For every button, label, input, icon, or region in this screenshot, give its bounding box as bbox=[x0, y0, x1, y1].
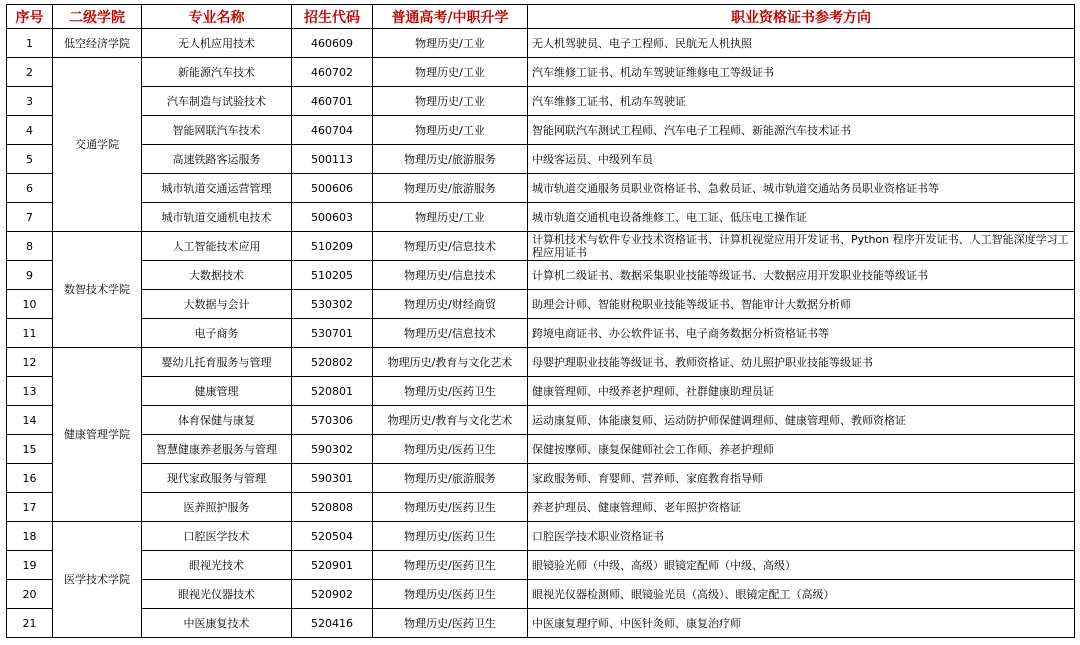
enrollment-code: 590302 bbox=[292, 435, 373, 464]
row-number: 4 bbox=[7, 116, 53, 145]
major-name: 大数据与会计 bbox=[142, 290, 292, 319]
certificate-direction: 汽车维修工证书、机动车驾驶证维修电工等级证书 bbox=[528, 58, 1075, 87]
certificate-direction: 眼镜验光师（中级、高级）眼镜定配师（中级、高级） bbox=[528, 551, 1075, 580]
row-number: 6 bbox=[7, 174, 53, 203]
admission-track: 物理历史/工业 bbox=[373, 203, 528, 232]
major-name: 无人机应用技术 bbox=[142, 29, 292, 58]
major-name: 口腔医学技术 bbox=[142, 522, 292, 551]
table-row bbox=[7, 58, 1075, 87]
major-name: 大数据技术 bbox=[142, 261, 292, 290]
row-number: 21 bbox=[7, 609, 53, 638]
table-row bbox=[7, 174, 1075, 203]
header-cert: 职业资格证书参考方向 bbox=[528, 5, 1075, 29]
major-name: 体育保健与康复 bbox=[142, 406, 292, 435]
major-name: 健康管理 bbox=[142, 377, 292, 406]
certificate-direction: 口腔医学技术职业资格证书 bbox=[528, 522, 1075, 551]
table-row bbox=[7, 232, 1075, 261]
admission-track: 物理历史/工业 bbox=[373, 87, 528, 116]
admission-track: 物理历史/医药卫生 bbox=[373, 580, 528, 609]
enrollment-code: 520902 bbox=[292, 580, 373, 609]
table-row bbox=[7, 464, 1075, 493]
table-row bbox=[7, 261, 1075, 290]
row-number: 15 bbox=[7, 435, 53, 464]
admission-track: 物理历史/医药卫生 bbox=[373, 377, 528, 406]
admission-track: 物理历史/工业 bbox=[373, 58, 528, 87]
header-no: 序号 bbox=[7, 5, 53, 29]
certificate-direction: 健康管理师、中级养老护理师、社群健康助理员证 bbox=[528, 377, 1075, 406]
admission-track: 物理历史/信息技术 bbox=[373, 261, 528, 290]
admission-track: 物理历史/信息技术 bbox=[373, 319, 528, 348]
certificate-direction: 家政服务师、育婴师、营养师、家庭教育指导师 bbox=[528, 464, 1075, 493]
enrollment-code: 530701 bbox=[292, 319, 373, 348]
certificate-direction: 跨境电商证书、办公软件证书、电子商务数据分析资格证书等 bbox=[528, 319, 1075, 348]
table-row bbox=[7, 551, 1075, 580]
major-name: 人工智能技术应用 bbox=[142, 232, 292, 261]
admission-track: 物理历史/旅游服务 bbox=[373, 174, 528, 203]
table-row bbox=[7, 203, 1075, 232]
admission-track: 物理历史/教育与文化艺术 bbox=[373, 348, 528, 377]
major-name: 高速铁路客运服务 bbox=[142, 145, 292, 174]
row-number: 19 bbox=[7, 551, 53, 580]
table-header-row bbox=[7, 5, 1075, 29]
admission-track: 物理历史/教育与文化艺术 bbox=[373, 406, 528, 435]
table-row bbox=[7, 116, 1075, 145]
row-number: 5 bbox=[7, 145, 53, 174]
table-row bbox=[7, 522, 1075, 551]
program-table bbox=[6, 4, 1075, 638]
certificate-direction: 保健按摩师、康复保健师社会工作师、养老护理师 bbox=[528, 435, 1075, 464]
major-name: 智能网联汽车技术 bbox=[142, 116, 292, 145]
table-row bbox=[7, 435, 1075, 464]
enrollment-code: 460702 bbox=[292, 58, 373, 87]
row-number: 12 bbox=[7, 348, 53, 377]
table-row bbox=[7, 348, 1075, 377]
college-name: 交通学院 bbox=[53, 58, 142, 232]
enrollment-code: 520416 bbox=[292, 609, 373, 638]
college-name: 医学技术学院 bbox=[53, 522, 142, 638]
certificate-direction: 计算机二级证书、数据采集职业技能等级证书、大数据应用开发职业技能等级证书 bbox=[528, 261, 1075, 290]
admission-track: 物理历史/医药卫生 bbox=[373, 609, 528, 638]
enrollment-code: 500606 bbox=[292, 174, 373, 203]
admission-track: 物理历史/医药卫生 bbox=[373, 522, 528, 551]
enrollment-code: 520504 bbox=[292, 522, 373, 551]
row-number: 1 bbox=[7, 29, 53, 58]
admission-track: 物理历史/工业 bbox=[373, 29, 528, 58]
table-row bbox=[7, 29, 1075, 58]
row-number: 20 bbox=[7, 580, 53, 609]
enrollment-code: 520901 bbox=[292, 551, 373, 580]
certificate-direction: 汽车维修工证书、机动车驾驶证 bbox=[528, 87, 1075, 116]
major-name: 婴幼儿托育服务与管理 bbox=[142, 348, 292, 377]
enrollment-code: 530302 bbox=[292, 290, 373, 319]
major-name: 电子商务 bbox=[142, 319, 292, 348]
certificate-direction: 计算机技术与软件专业技术资格证书、计算机视觉应用开发证书、Python 程序开发证书、人工智能深度学习工程应用证书 bbox=[528, 232, 1075, 261]
row-number: 2 bbox=[7, 58, 53, 87]
admission-track: 物理历史/旅游服务 bbox=[373, 145, 528, 174]
certificate-direction: 母婴护理职业技能等级证书、教师资格证、幼儿照护职业技能等级证书 bbox=[528, 348, 1075, 377]
row-number: 13 bbox=[7, 377, 53, 406]
enrollment-code: 500603 bbox=[292, 203, 373, 232]
admission-track: 物理历史/旅游服务 bbox=[373, 464, 528, 493]
table-row bbox=[7, 493, 1075, 522]
header-major: 专业名称 bbox=[142, 5, 292, 29]
row-number: 9 bbox=[7, 261, 53, 290]
admission-track: 物理历史/医药卫生 bbox=[373, 551, 528, 580]
enrollment-code: 510209 bbox=[292, 232, 373, 261]
college-name: 健康管理学院 bbox=[53, 348, 142, 522]
table-row bbox=[7, 377, 1075, 406]
college-name: 低空经济学院 bbox=[53, 29, 142, 58]
row-number: 7 bbox=[7, 203, 53, 232]
major-name: 眼视光技术 bbox=[142, 551, 292, 580]
certificate-direction: 运动康复师、体能康复师、运动防护师保健调理师、健康管理师、教师资格证 bbox=[528, 406, 1075, 435]
enrollment-code: 460609 bbox=[292, 29, 373, 58]
certificate-direction: 无人机驾驶员、电子工程师、民航无人机执照 bbox=[528, 29, 1075, 58]
major-name: 新能源汽车技术 bbox=[142, 58, 292, 87]
certificate-direction: 助理会计师、智能财税职业技能等级证书、智能审计大数据分析师 bbox=[528, 290, 1075, 319]
admission-track: 物理历史/财经商贸 bbox=[373, 290, 528, 319]
enrollment-code: 520802 bbox=[292, 348, 373, 377]
table-row bbox=[7, 87, 1075, 116]
major-name: 医养照护服务 bbox=[142, 493, 292, 522]
major-name: 汽车制造与试验技术 bbox=[142, 87, 292, 116]
row-number: 17 bbox=[7, 493, 53, 522]
certificate-direction: 城市轨道交通服务员职业资格证书、急救员证、城市轨道交通站务员职业资格证书等 bbox=[528, 174, 1075, 203]
row-number: 18 bbox=[7, 522, 53, 551]
admission-track: 物理历史/信息技术 bbox=[373, 232, 528, 261]
row-number: 16 bbox=[7, 464, 53, 493]
table-row bbox=[7, 580, 1075, 609]
major-name: 中医康复技术 bbox=[142, 609, 292, 638]
certificate-direction: 眼视光仪器检测师、眼镜验光员（高级）、眼镜定配工（高级） bbox=[528, 580, 1075, 609]
major-name: 眼视光仪器技术 bbox=[142, 580, 292, 609]
enrollment-code: 460704 bbox=[292, 116, 373, 145]
row-number: 11 bbox=[7, 319, 53, 348]
row-number: 10 bbox=[7, 290, 53, 319]
major-name: 现代家政服务与管理 bbox=[142, 464, 292, 493]
certificate-direction: 中医康复理疗师、中医针灸师、康复治疗师 bbox=[528, 609, 1075, 638]
program-table-container bbox=[6, 4, 1075, 638]
college-name: 数智技术学院 bbox=[53, 232, 142, 348]
row-number: 3 bbox=[7, 87, 53, 116]
enrollment-code: 590301 bbox=[292, 464, 373, 493]
certificate-direction: 养老护理员、健康管理师、老年照护资格证 bbox=[528, 493, 1075, 522]
major-name: 城市轨道交通运营管理 bbox=[142, 174, 292, 203]
enrollment-code: 460701 bbox=[292, 87, 373, 116]
row-number: 8 bbox=[7, 232, 53, 261]
enrollment-code: 510205 bbox=[292, 261, 373, 290]
table-row bbox=[7, 145, 1075, 174]
certificate-direction: 中级客运员、中级列车员 bbox=[528, 145, 1075, 174]
header-track: 普通高考/中职升学 bbox=[373, 5, 528, 29]
enrollment-code: 500113 bbox=[292, 145, 373, 174]
enrollment-code: 520808 bbox=[292, 493, 373, 522]
admission-track: 物理历史/医药卫生 bbox=[373, 493, 528, 522]
admission-track: 物理历史/医药卫生 bbox=[373, 435, 528, 464]
certificate-direction: 城市轨道交通机电设备维修工、电工证、低压电工操作证 bbox=[528, 203, 1075, 232]
major-name: 智慧健康养老服务与管理 bbox=[142, 435, 292, 464]
header-college: 二级学院 bbox=[53, 5, 142, 29]
enrollment-code: 520801 bbox=[292, 377, 373, 406]
major-name: 城市轨道交通机电技术 bbox=[142, 203, 292, 232]
row-number: 14 bbox=[7, 406, 53, 435]
table-row bbox=[7, 319, 1075, 348]
table-row bbox=[7, 406, 1075, 435]
table-row bbox=[7, 290, 1075, 319]
table-row bbox=[7, 609, 1075, 638]
certificate-direction: 智能网联汽车测试工程师、汽车电子工程师、新能源汽车技术证书 bbox=[528, 116, 1075, 145]
admission-track: 物理历史/工业 bbox=[373, 116, 528, 145]
header-code: 招生代码 bbox=[292, 5, 373, 29]
enrollment-code: 570306 bbox=[292, 406, 373, 435]
table-body bbox=[7, 29, 1075, 638]
